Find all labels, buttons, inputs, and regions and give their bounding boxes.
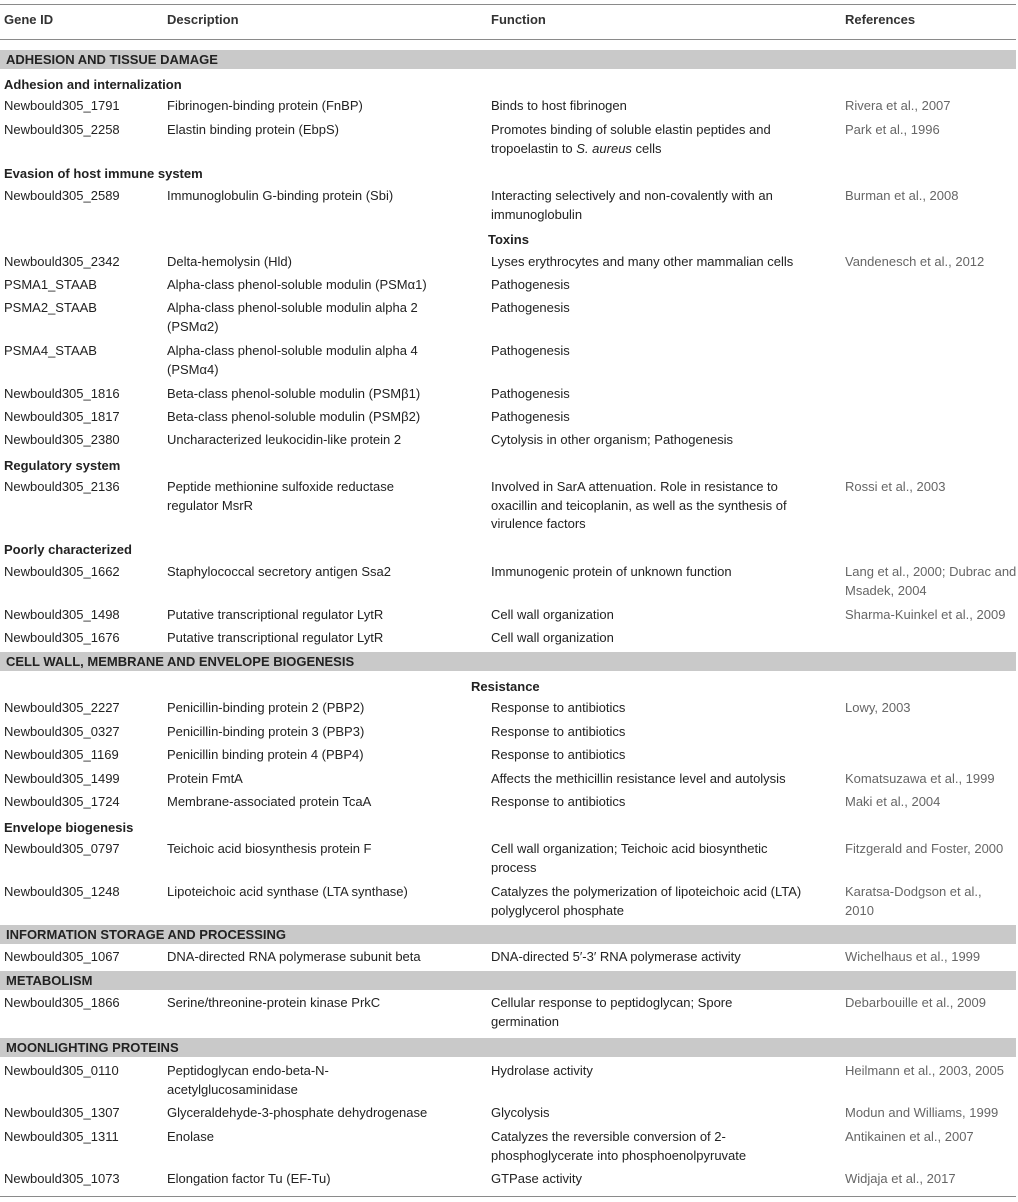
gene-function: Interacting selectively and non-covalently with an immunoglobulin: [491, 188, 773, 222]
gene-description: Fibrinogen-binding protein (FnBP): [167, 98, 363, 113]
gene-id: Newbould305_1498: [4, 607, 120, 622]
gene-id: Newbould305_2380: [4, 432, 120, 447]
gene-id: Newbould305_1817: [4, 409, 120, 424]
gene-function: GTPase activity: [491, 1171, 583, 1186]
gene-id: Newbould305_0110: [4, 1063, 119, 1078]
gene-function: Response to antibiotics: [491, 700, 626, 715]
gene-function: Affects the methicillin resistance level and autolysis: [491, 771, 786, 786]
gene-id: Newbould305_1311: [4, 1129, 119, 1144]
category-band: [0, 652, 1016, 671]
gene-reference: Karatsa-Dodgson et al., 2010: [845, 884, 982, 918]
gene-function: Cytolysis in other organism; Pathogenesis: [491, 432, 734, 447]
gene-description: Alpha-class phenol-soluble modulin (PSMα1): [167, 277, 427, 292]
gene-function: Pathogenesis: [491, 300, 570, 315]
gene-description: Alpha-class phenol-soluble modulin alpha 4 (PSMα4): [167, 343, 418, 377]
gene-id: Newbould305_1499: [4, 771, 120, 786]
subcategory-label: Adhesion and internalization: [4, 77, 182, 92]
gene-description: Uncharacterized leukocidin-like protein 2: [167, 432, 402, 447]
category-band: [0, 971, 1016, 990]
gene-function: Catalyzes the polymerization of lipoteichoic acid (LTA) polyglycerol phosphate: [491, 884, 802, 918]
gene-reference: Burman et al., 2008: [845, 188, 959, 203]
gene-reference: Rossi et al., 2003: [845, 479, 946, 494]
gene-description: Lipoteichoic acid synthase (LTA synthase): [167, 884, 408, 899]
subcategory-label: Regulatory system: [4, 458, 121, 473]
header-description: Description: [167, 12, 239, 27]
gene-function: Pathogenesis: [491, 277, 570, 292]
header-function: Function: [491, 12, 546, 27]
gene-description: Immunoglobulin G-binding protein (Sbi): [167, 188, 394, 203]
gene-reference: Maki et al., 2004: [845, 794, 941, 809]
gene-description: Elastin binding protein (EbpS): [167, 122, 339, 137]
gene-function: Pathogenesis: [491, 409, 570, 424]
gene-reference: Rivera et al., 2007: [845, 98, 951, 113]
gene-function: Response to antibiotics: [491, 724, 626, 739]
gene-function: Cell wall organization: [491, 630, 614, 645]
gene-description: Teichoic acid biosynthesis protein F: [167, 841, 372, 856]
gene-description: Beta-class phenol-soluble modulin (PSMβ2): [167, 409, 421, 424]
gene-description: Elongation factor Tu (EF-Tu): [167, 1171, 331, 1186]
gene-reference: Fitzgerald and Foster, 2000: [845, 841, 1004, 856]
gene-reference: Wichelhaus et al., 1999: [845, 949, 981, 964]
gene-reference: Heilmann et al., 2003, 2005: [845, 1063, 1004, 1078]
gene-id: Newbould305_1724: [4, 794, 120, 809]
gene-id: Newbould305_1073: [4, 1171, 120, 1186]
category-band: [0, 50, 1016, 69]
subcategory-label: Evasion of host immune system: [4, 166, 203, 181]
gene-id: Newbould305_2258: [4, 122, 120, 137]
gene-description: Penicillin-binding protein 2 (PBP2): [167, 700, 365, 715]
gene-reference: Park et al., 1996: [845, 122, 940, 137]
gene-id: Newbould305_0327: [4, 724, 120, 739]
gene-id: PSMA1_STAAB: [4, 277, 97, 292]
gene-function: Cell wall organization: [491, 607, 614, 622]
header-rule: [0, 39, 1016, 40]
gene-function: Hydrolase activity: [491, 1063, 593, 1078]
gene-id: Newbould305_1866: [4, 995, 120, 1010]
gene-description: Putative transcriptional regulator LytR: [167, 630, 384, 645]
bottom-rule: [0, 1196, 1016, 1197]
gene-description: Beta-class phenol-soluble modulin (PSMβ1): [167, 386, 421, 401]
gene-description: Penicillin-binding protein 3 (PBP3): [167, 724, 365, 739]
gene-description: Staphylococcal secretory antigen Ssa2: [167, 564, 392, 579]
gene-reference: Lang et al., 2000; Dubrac and Msadek, 2004: [845, 564, 1017, 598]
gene-description: Delta-hemolysin (Hld): [167, 254, 292, 269]
gene-function: Pathogenesis: [491, 343, 570, 358]
gene-reference: Lowy, 2003: [845, 700, 911, 715]
gene-function: Response to antibiotics: [491, 794, 626, 809]
gene-id: Newbould305_2227: [4, 700, 120, 715]
gene-function: Cell wall organization; Teichoic acid biosynthetic process: [491, 841, 768, 875]
gene-id: Newbould305_1662: [4, 564, 120, 579]
gene-id: Newbould305_1067: [4, 949, 120, 964]
gene-reference: Vandenesch et al., 2012: [845, 254, 985, 269]
function-text: cells: [631, 140, 662, 156]
gene-description: DNA-directed RNA polymerase subunit beta: [167, 949, 421, 964]
gene-function: Lyses erythrocytes and many other mammalian cells: [491, 254, 794, 269]
subcategory-label: Resistance: [471, 679, 540, 694]
gene-description: Membrane-associated protein TcaA: [167, 794, 372, 809]
gene-function: Involved in SarA attenuation. Role in resistance to oxacillin and teicoplanin, as well as the synthesis of virulence factors: [491, 479, 787, 531]
gene-id: Newbould305_1248: [4, 884, 120, 899]
gene-id: PSMA2_STAAB: [4, 300, 97, 315]
category-label: INFORMATION STORAGE AND PROCESSING: [6, 927, 286, 942]
category-band: [0, 1038, 1016, 1057]
gene-description: Enolase: [167, 1129, 214, 1144]
gene-id: Newbould305_0797: [4, 841, 120, 856]
gene-function: Pathogenesis: [491, 386, 570, 401]
gene-function: Glycolysis: [491, 1105, 550, 1120]
gene-description: Penicillin binding protein 4 (PBP4): [167, 747, 364, 762]
species-name: S. aureus: [576, 140, 632, 156]
gene-function: Immunogenic protein of unknown function: [491, 564, 732, 579]
gene-id: Newbould305_1816: [4, 386, 120, 401]
gene-description: Peptide methionine sulfoxide reductase regulator MsrR: [167, 479, 394, 513]
gene-function: Catalyzes the reversible conversion of 2-phosphoglycerate into phosphoenolpyruvate: [491, 1129, 747, 1163]
gene-reference: Widjaja et al., 2017: [845, 1171, 956, 1186]
category-label: ADHESION AND TISSUE DAMAGE: [6, 52, 218, 67]
gene-id: Newbould305_1169: [4, 747, 119, 762]
gene-description: Protein FmtA: [167, 771, 243, 786]
subcategory-label: Envelope biogenesis: [4, 820, 134, 835]
gene-description: Putative transcriptional regulator LytR: [167, 607, 384, 622]
gene-id: Newbould305_2589: [4, 188, 120, 203]
gene-id: Newbould305_1676: [4, 630, 120, 645]
gene-id: Newbould305_1791: [4, 98, 120, 113]
gene-id: Newbould305_1307: [4, 1105, 120, 1120]
category-band: [0, 925, 1016, 944]
gene-reference: Sharma-Kuinkel et al., 2009: [845, 607, 1006, 622]
gene-reference: Modun and Williams, 1999: [845, 1105, 999, 1120]
subcategory-label: Toxins: [488, 232, 529, 247]
gene-reference: Antikainen et al., 2007: [845, 1129, 974, 1144]
header-gene-id: Gene ID: [4, 12, 54, 27]
gene-function: Binds to host fibrinogen: [491, 98, 627, 113]
category-label: CELL WALL, MEMBRANE AND ENVELOPE BIOGENESIS: [6, 654, 355, 669]
gene-function: Cellular response to peptidoglycan; Spore germination: [491, 995, 733, 1029]
top-rule: [0, 4, 1016, 5]
gene-function: Response to antibiotics: [491, 747, 626, 762]
header-references: References: [845, 12, 916, 27]
gene-reference: Debarbouille et al., 2009: [845, 995, 986, 1010]
gene-description: Peptidoglycan endo-beta-N-acetylglucosaminidase: [167, 1063, 329, 1097]
gene-function: [491, 121, 811, 158]
gene-description: Glyceraldehyde-3-phosphate dehydrogenase: [167, 1105, 428, 1120]
subcategory-label: Poorly characterized: [4, 542, 132, 557]
category-label: METABOLISM: [6, 973, 93, 988]
category-label: MOONLIGHTING PROTEINS: [6, 1040, 179, 1055]
gene-id: Newbould305_2136: [4, 479, 120, 494]
gene-reference: Komatsuzawa et al., 1999: [845, 771, 995, 786]
gene-function: DNA-directed 5′-3′ RNA polymerase activity: [491, 949, 741, 964]
function-text: Promotes binding of soluble elastin peptides and tropoelastin to: [491, 122, 771, 156]
gene-description: Alpha-class phenol-soluble modulin alpha 2 (PSMα2): [167, 300, 418, 334]
gene-id: Newbould305_2342: [4, 254, 120, 269]
gene-id: PSMA4_STAAB: [4, 343, 97, 358]
gene-description: Serine/threonine-protein kinase PrkC: [167, 995, 381, 1010]
